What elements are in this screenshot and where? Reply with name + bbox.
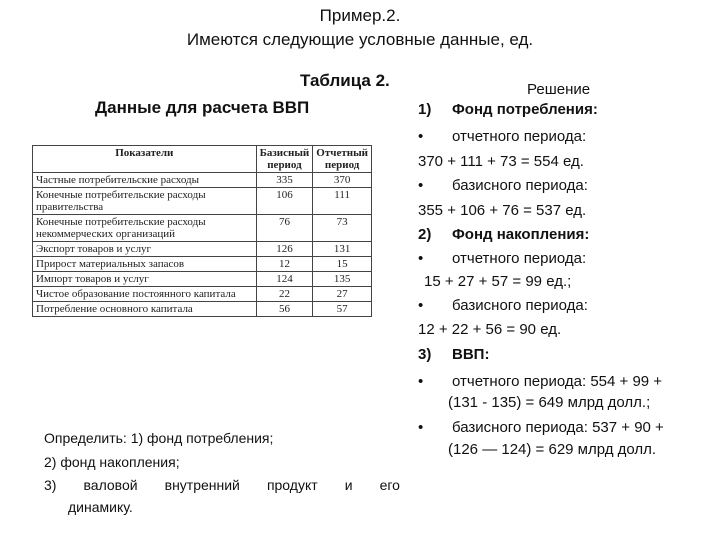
row-indicator-cell: Потребление основного капитала — [33, 302, 257, 317]
table-caption: Таблица 2. — [300, 71, 390, 90]
task-word: внутренний — [164, 477, 240, 493]
row-base-value-cell: 124 — [256, 272, 313, 287]
task-word: валовой — [83, 477, 138, 493]
solution-line-text: отчетного периода: 554 + 99 + — [452, 373, 663, 390]
solution-line — [424, 273, 571, 290]
bullet-icon: • — [418, 419, 424, 436]
table-row — [33, 257, 372, 272]
solution-line-text: ВВП: — [452, 346, 490, 363]
solution-line-text: (126 — 124) = 629 млрд долл. — [448, 441, 657, 458]
task-line-4: динамику. — [68, 499, 133, 515]
table-row — [33, 287, 372, 302]
row-base-value-cell: 22 — [256, 287, 313, 302]
solution-line — [418, 346, 489, 363]
row-report-value-cell: 131 — [313, 242, 372, 257]
row-report-value-cell: 27 — [313, 287, 372, 302]
row-indicator-cell: Конечные потребительские расходы некоммерческих организаций — [33, 215, 257, 242]
row-base-value-cell: 335 — [256, 173, 313, 188]
row-report-value-cell: 111 — [313, 188, 372, 215]
example-subheading: Имеются следующие условные данные, ед. — [186, 30, 534, 49]
solution-line — [418, 297, 588, 314]
solution-line — [418, 177, 588, 194]
solution-line — [418, 250, 586, 267]
task-line-1: Определить: 1) фонд потребления; — [44, 430, 274, 446]
table-title: Данные для расчета ВВП — [95, 98, 310, 117]
solution-line-text: 12 + 22 + 56 = 90 ед. — [418, 321, 562, 338]
row-indicator-cell: Экспорт товаров и услуг — [33, 242, 257, 257]
solution-line — [448, 394, 650, 411]
column-header-report-period: Отчетный период — [313, 146, 372, 173]
solution-line-text: базисного периода: — [452, 297, 588, 314]
row-indicator-cell: Импорт товаров и услуг — [33, 272, 257, 287]
solution-line — [418, 419, 664, 436]
bullet-icon: • — [418, 297, 424, 314]
solution-step-number: 2) — [418, 226, 432, 243]
task-word: и — [344, 477, 353, 493]
row-base-value-cell: 12 — [256, 257, 313, 272]
solution-line-text: базисного периода: — [452, 177, 588, 194]
solution-line-text: Фонд накопления: — [452, 226, 590, 243]
row-base-value-cell: 126 — [256, 242, 313, 257]
solution-line-text: 370 + 111 + 73 = 554 ед. — [418, 153, 584, 170]
solution-step-number: 1) — [418, 101, 432, 118]
row-indicator-cell: Прирост материальных запасов — [33, 257, 257, 272]
task-word: 3) — [44, 477, 57, 493]
row-report-value-cell: 135 — [313, 272, 372, 287]
row-report-value-cell: 15 — [313, 257, 372, 272]
example-heading: Пример.2. — [319, 6, 401, 25]
solution-line-text: 355 + 106 + 76 = 537 ед. — [418, 202, 587, 219]
table-row — [33, 215, 372, 242]
solution-line — [448, 441, 656, 458]
solution-line-text: отчетного периода: — [452, 128, 587, 145]
solution-line-text: отчетного периода: — [452, 250, 587, 267]
solution-line — [418, 226, 589, 243]
bullet-icon: • — [418, 128, 424, 145]
task-line-3 — [44, 477, 400, 493]
solution-line — [418, 128, 586, 145]
solution-title: Решение — [527, 81, 591, 98]
solution-line — [418, 202, 586, 219]
table-row — [33, 242, 372, 257]
bullet-icon: • — [418, 373, 424, 390]
column-header-base-period: Базисный период — [256, 146, 313, 173]
solution-step-number: 3) — [418, 346, 432, 363]
table-row — [33, 188, 372, 215]
row-report-value-cell: 370 — [313, 173, 372, 188]
column-header-indicator: Показатели — [33, 146, 257, 173]
table-header-row — [33, 146, 372, 173]
row-indicator-cell: Чистое образование постоянного капитала — [33, 287, 257, 302]
table-row — [33, 173, 372, 188]
table-row — [33, 272, 372, 287]
row-report-value-cell: 57 — [313, 302, 372, 317]
solution-line-text: базисного периода: 537 + 90 + — [452, 419, 664, 436]
task-line-2: 2) фонд накопления; — [44, 454, 180, 470]
row-report-value-cell: 73 — [313, 215, 372, 242]
solution-line-text: (131 - 135) = 649 млрд долл.; — [448, 394, 651, 411]
task-word: продукт — [266, 477, 318, 493]
solution-line — [418, 101, 598, 118]
row-indicator-cell: Частные потребительские расходы — [33, 173, 257, 188]
row-base-value-cell: 56 — [256, 302, 313, 317]
bullet-icon: • — [418, 177, 424, 194]
row-indicator-cell: Конечные потребительские расходы правительства — [33, 188, 257, 215]
solution-line-text: 15 + 27 + 57 = 99 ед.; — [424, 273, 572, 290]
solution-line — [418, 373, 662, 390]
solution-line — [418, 153, 584, 170]
solution-line — [418, 321, 561, 338]
row-base-value-cell: 76 — [256, 215, 313, 242]
gdp-data-table — [32, 145, 372, 317]
solution-line-text: Фонд потребления: — [452, 101, 598, 118]
row-base-value-cell: 106 — [256, 188, 313, 215]
bullet-icon: • — [418, 250, 424, 267]
task-word: его — [379, 477, 400, 493]
table-row — [33, 302, 372, 317]
